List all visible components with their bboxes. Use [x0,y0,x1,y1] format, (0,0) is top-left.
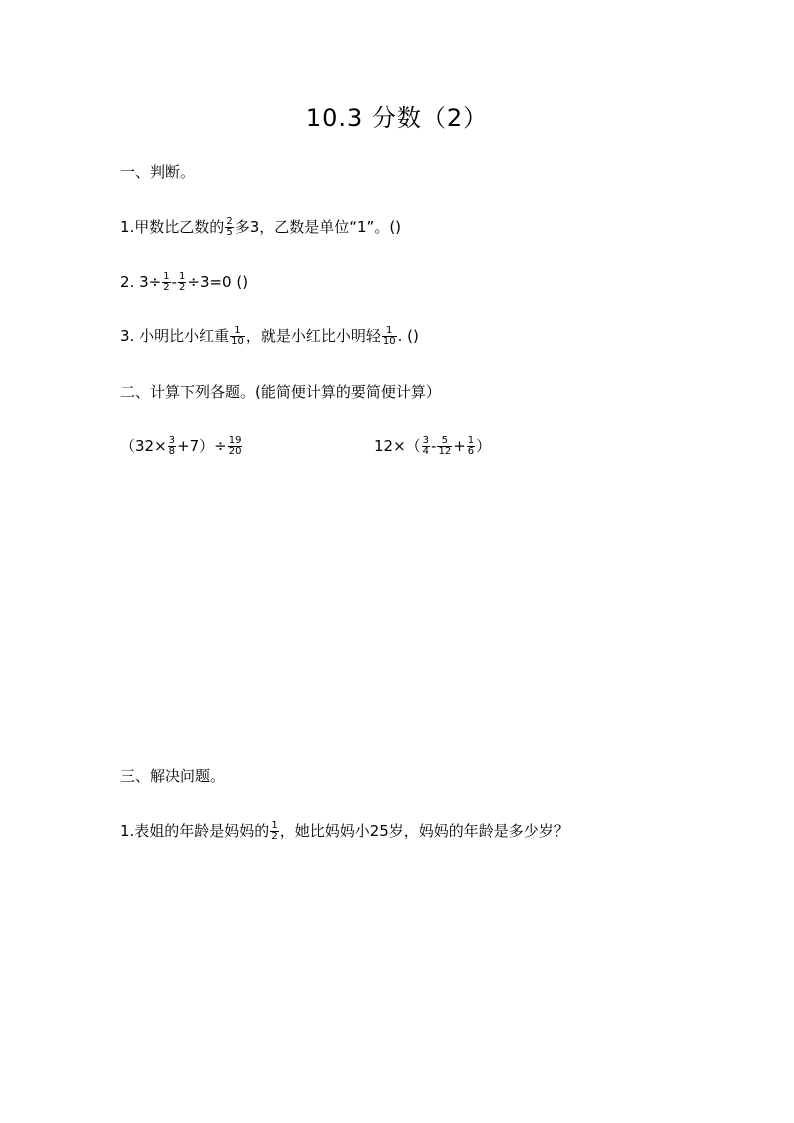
q2-text-part1: 2. 3÷ [120,273,162,291]
q2-minus: - [171,273,177,291]
e2-plus: + [453,437,466,455]
q1-text-before: 1.甲数比乙数的 [120,218,225,236]
e1-text-part1: （32× [120,437,167,455]
q3-text-part2: ，就是小红比小明轻 [245,327,381,345]
e2-text-part2: ） [476,437,492,455]
q1-text-after: 多3，乙数是单位“1”。() [234,218,402,236]
fraction-1-2-c: $\frac{1}{2}$ [271,820,278,842]
calc-expression-2 [374,436,491,457]
fraction-1-10-a: $\frac{1}{10}$ [231,325,244,347]
q3-text-part1: 3. 小明比小红重 [120,327,230,345]
calc-expression-1 [120,436,243,457]
e2-minus: - [431,437,437,455]
word-problem-1 [120,821,569,842]
fraction-1-2-b: $\frac{1}{2}$ [179,271,186,293]
wp1-text-part2: ，她比妈妈小25岁，妈妈的年龄是多少岁？ [279,822,569,840]
judge-question-1 [120,217,401,238]
section-2-heading: 二、计算下列各题。(能简便计算的要简便计算） [120,383,441,401]
section-3-heading: 三、解决问题。 [120,767,226,785]
e1-text-part2: +7）÷ [177,437,227,455]
fraction-1-2-a: $\frac{1}{2}$ [163,271,170,293]
wp1-text-part1: 1.表姐的年龄是妈妈的 [120,822,270,840]
fraction-1-10-b: $\frac{1}{10}$ [382,325,396,347]
judge-question-2 [120,272,248,293]
q3-text-part3: . () [397,327,419,345]
fraction-3-8: $\frac{3}{8}$ [168,435,176,457]
e2-text-part1: 12×（ [374,437,421,455]
fraction-2-5: $\frac{2}{5}$ [226,216,233,238]
section-1-heading: 一、判断。 [120,163,196,181]
fraction-1-6: $\frac{1}{6}$ [467,435,475,457]
fraction-3-4: $\frac{3}{4}$ [422,435,430,457]
page-title: 10.3 分数（2） [305,104,489,132]
fraction-5-12: $\frac{5}{12}$ [438,435,452,457]
judge-question-3 [120,326,419,347]
fraction-19-20: $\frac{19}{20}$ [228,435,242,457]
q2-text-part2: ÷3=0 () [187,273,249,291]
